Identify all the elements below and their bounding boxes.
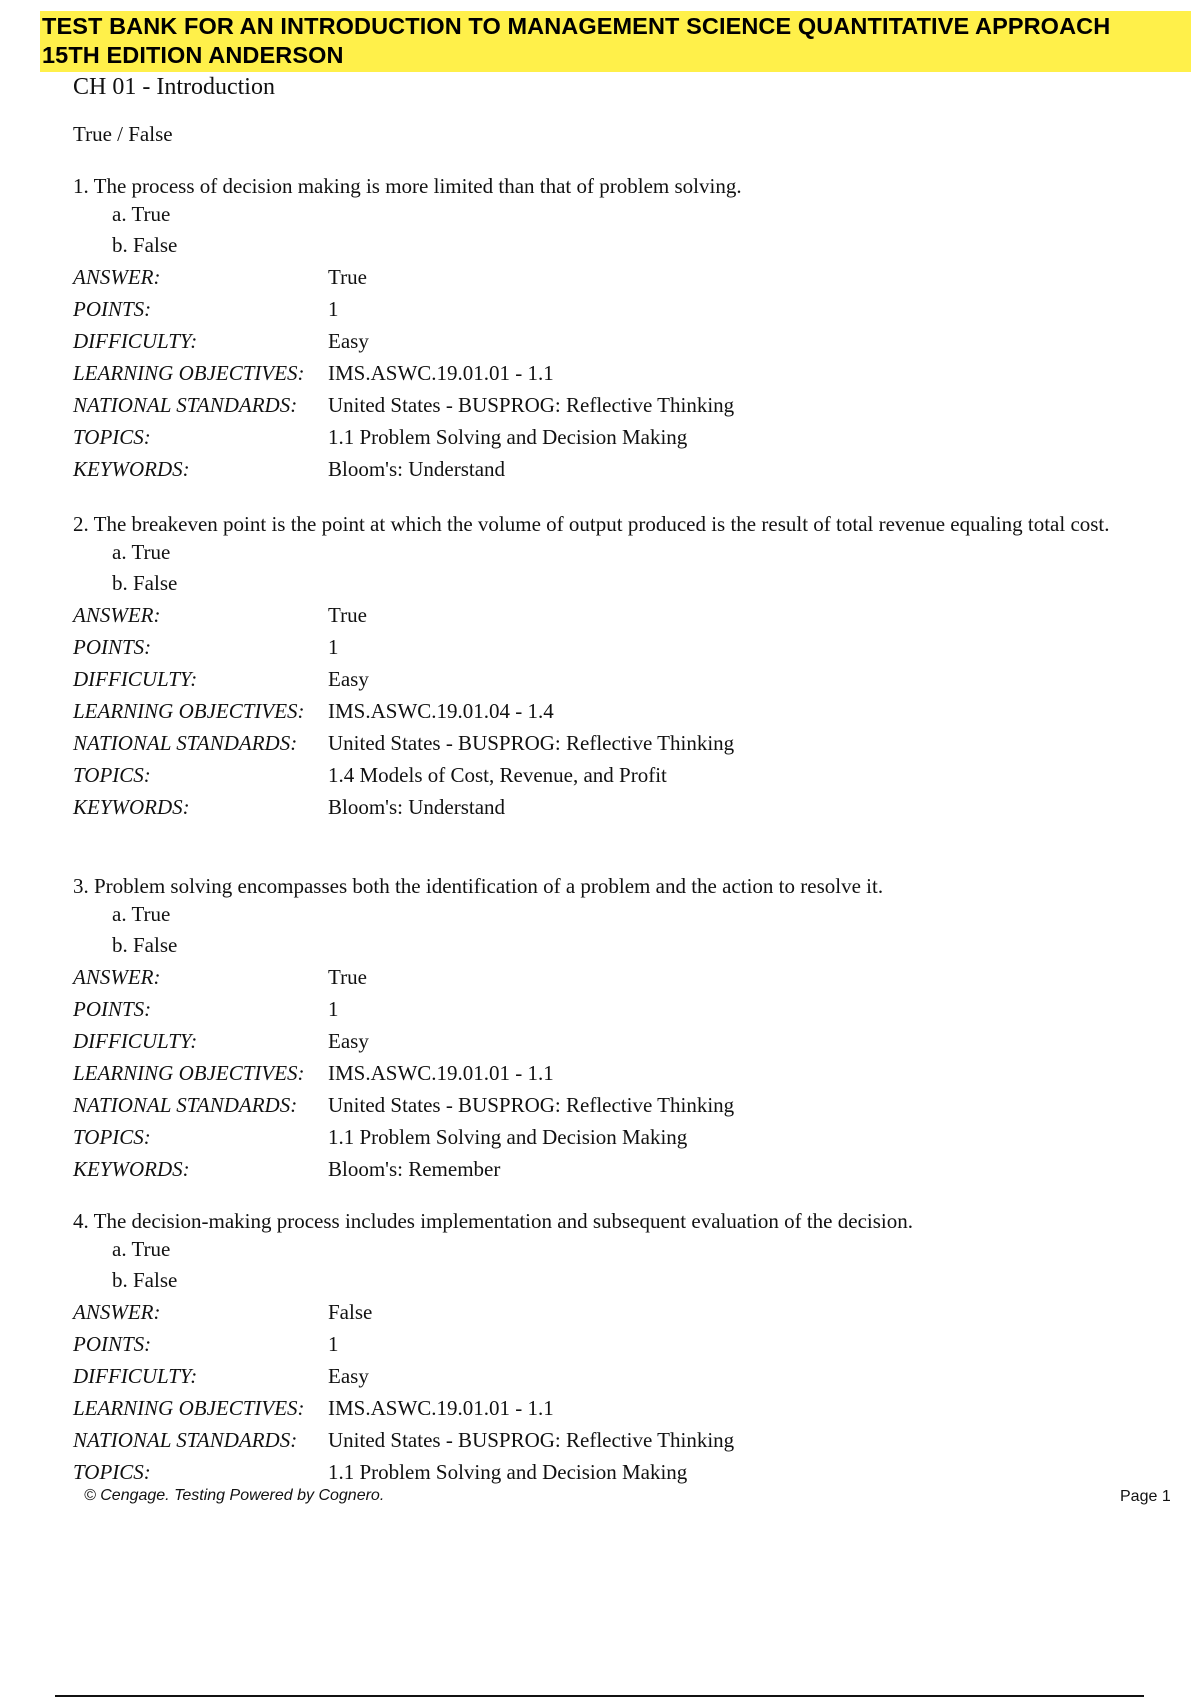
difficulty-label: DIFFICULTY: <box>73 1364 198 1388</box>
topics-label: TOPICS: <box>73 425 151 449</box>
keywords-value: Bloom's: Understand <box>328 795 506 819</box>
national-standards-label: NATIONAL STANDARDS: <box>73 393 298 417</box>
answer-value: True <box>328 265 367 289</box>
question-4 <box>73 1209 1133 1488</box>
points-row <box>73 293 1133 325</box>
learning-objectives-value: IMS.ASWC.19.01.04 - 1.4 <box>328 699 554 723</box>
points-label: POINTS: <box>73 635 152 659</box>
learning-objectives-row <box>73 357 1133 389</box>
difficulty-label: DIFFICULTY: <box>73 667 198 691</box>
question-stem: 4. The decision-making process includes implementation and subsequent evaluation of the decision. <box>73 1209 913 1233</box>
learning-objectives-row <box>73 695 1133 727</box>
learning-objectives-row <box>73 1057 1133 1089</box>
topics-row <box>73 1121 1133 1153</box>
keywords-row <box>73 1153 1133 1185</box>
option-true: a. True <box>112 202 171 226</box>
answer-label: ANSWER: <box>73 603 161 627</box>
difficulty-row <box>73 1025 1133 1057</box>
topics-row <box>73 1456 1133 1488</box>
topics-label: TOPICS: <box>73 1125 151 1149</box>
topics-label: TOPICS: <box>73 1460 151 1484</box>
keywords-row <box>73 453 1133 485</box>
national-standards-value: United States - BUSPROG: Reflective Thinking <box>328 731 735 755</box>
points-label: POINTS: <box>73 997 152 1021</box>
national-standards-label: NATIONAL STANDARDS: <box>73 1093 298 1117</box>
keywords-label: KEYWORDS: <box>73 1157 190 1181</box>
option-true: a. True <box>112 540 171 564</box>
keywords-label: KEYWORDS: <box>73 457 190 481</box>
national-standards-value: United States - BUSPROG: Reflective Thinking <box>328 393 735 417</box>
question-3 <box>73 874 1133 1185</box>
points-label: POINTS: <box>73 1332 152 1356</box>
option-true: a. True <box>112 1237 171 1261</box>
keywords-label: KEYWORDS: <box>73 795 190 819</box>
answer-label: ANSWER: <box>73 1300 161 1324</box>
bottom-divider <box>55 1695 1144 1697</box>
difficulty-row <box>73 325 1133 357</box>
answer-value: True <box>328 965 367 989</box>
answer-row <box>73 961 1133 993</box>
question-stem: 3. Problem solving encompasses both the identification of a problem and the action to resolve it. <box>73 874 884 898</box>
national-standards-row <box>73 727 1133 759</box>
points-value: 1 <box>328 297 339 321</box>
keywords-value: Bloom's: Remember <box>328 1157 501 1181</box>
topics-row <box>73 421 1133 453</box>
option-false: b. False <box>112 933 178 957</box>
option-false: b. False <box>112 571 178 595</box>
keywords-value: Bloom's: Understand <box>328 457 506 481</box>
option-true: a. True <box>112 902 171 926</box>
title-banner <box>40 11 1191 72</box>
learning-objectives-label: LEARNING OBJECTIVES: <box>73 1061 305 1085</box>
difficulty-value: Easy <box>328 667 369 691</box>
option-false: b. False <box>112 233 178 257</box>
question-2 <box>73 512 1133 823</box>
answer-row <box>73 261 1133 293</box>
national-standards-value: United States - BUSPROG: Reflective Thinking <box>328 1093 735 1117</box>
difficulty-row <box>73 1360 1133 1392</box>
title-line-2: 15TH EDITION ANDERSON <box>42 42 344 68</box>
learning-objectives-label: LEARNING OBJECTIVES: <box>73 699 305 723</box>
learning-objectives-row <box>73 1392 1133 1424</box>
points-value: 1 <box>328 635 339 659</box>
chapter-title: CH 01 - Introduction <box>73 74 275 100</box>
points-value: 1 <box>328 1332 339 1356</box>
national-standards-label: NATIONAL STANDARDS: <box>73 1428 298 1452</box>
topics-value: 1.1 Problem Solving and Decision Making <box>328 1125 688 1149</box>
topics-value: 1.4 Models of Cost, Revenue, and Profit <box>328 763 667 787</box>
national-standards-row <box>73 389 1133 421</box>
page-number: Page 1 <box>1120 1488 1171 1505</box>
points-row <box>73 1328 1133 1360</box>
question-1 <box>73 174 1133 485</box>
question-stem: 2. The breakeven point is the point at which the volume of output produced is the result of total revenue equaling total cost. <box>73 512 1110 536</box>
answer-label: ANSWER: <box>73 965 161 989</box>
points-row <box>73 993 1133 1025</box>
points-row <box>73 631 1133 663</box>
answer-row <box>73 599 1133 631</box>
national-standards-row <box>73 1089 1133 1121</box>
learning-objectives-value: IMS.ASWC.19.01.01 - 1.1 <box>328 1061 554 1085</box>
option-false: b. False <box>112 1268 178 1292</box>
difficulty-value: Easy <box>328 329 369 353</box>
learning-objectives-value: IMS.ASWC.19.01.01 - 1.1 <box>328 1396 554 1420</box>
points-label: POINTS: <box>73 297 152 321</box>
learning-objectives-label: LEARNING OBJECTIVES: <box>73 361 305 385</box>
difficulty-value: Easy <box>328 1029 369 1053</box>
points-value: 1 <box>328 997 339 1021</box>
difficulty-row <box>73 663 1133 695</box>
footer-copyright: © Cengage. Testing Powered by Cognero. <box>84 1487 385 1504</box>
topics-label: TOPICS: <box>73 763 151 787</box>
section-title: True / False <box>73 122 173 146</box>
difficulty-label: DIFFICULTY: <box>73 1029 198 1053</box>
learning-objectives-label: LEARNING OBJECTIVES: <box>73 1396 305 1420</box>
question-stem: 1. The process of decision making is more limited than that of problem solving. <box>73 174 742 198</box>
topics-value: 1.1 Problem Solving and Decision Making <box>328 1460 688 1484</box>
topics-row <box>73 759 1133 791</box>
answer-value: True <box>328 603 367 627</box>
learning-objectives-value: IMS.ASWC.19.01.01 - 1.1 <box>328 361 554 385</box>
answer-row <box>73 1296 1133 1328</box>
national-standards-row <box>73 1424 1133 1456</box>
difficulty-label: DIFFICULTY: <box>73 329 198 353</box>
answer-label: ANSWER: <box>73 265 161 289</box>
topics-value: 1.1 Problem Solving and Decision Making <box>328 425 688 449</box>
national-standards-label: NATIONAL STANDARDS: <box>73 731 298 755</box>
difficulty-value: Easy <box>328 1364 369 1388</box>
keywords-row <box>73 791 1133 823</box>
title-line-1: TEST BANK FOR AN INTRODUCTION TO MANAGEMENT SCIENCE QUANTITATIVE APPROACH <box>42 13 1111 39</box>
national-standards-value: United States - BUSPROG: Reflective Thinking <box>328 1428 735 1452</box>
answer-value: False <box>328 1300 373 1324</box>
